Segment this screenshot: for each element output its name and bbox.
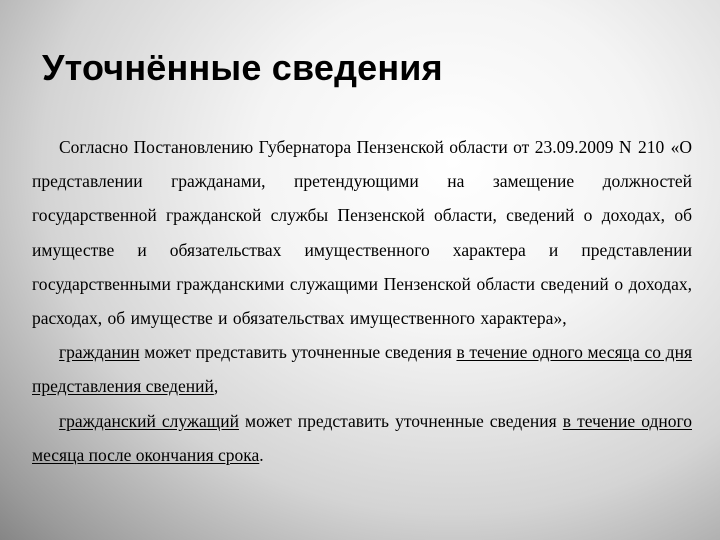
resolution-lead: Согласно Постановлению Губернатора Пензенской области от 23.09.2009 bbox=[59, 137, 614, 157]
servant-subject: гражданский служащий bbox=[59, 410, 239, 431]
citizen-subject: гражданин bbox=[59, 342, 140, 363]
paragraph-resolution bbox=[32, 130, 692, 335]
slide-title: Уточнённые сведения bbox=[42, 47, 443, 88]
citizen-end: , bbox=[213, 376, 219, 397]
servant-text: может представить уточненные сведения bbox=[238, 410, 563, 431]
paragraph-civil-servant bbox=[32, 404, 692, 472]
paragraph-citizen bbox=[32, 335, 692, 403]
citizen-deadline: в течение одного месяца со дня представления сведений bbox=[32, 342, 692, 397]
servant-deadline: в течение одного месяца после окончания срока bbox=[32, 410, 692, 465]
slide-body bbox=[32, 130, 692, 472]
citizen-text: может представить уточненные сведения bbox=[139, 342, 457, 363]
resolution-text: N 210 «О представлении гражданами, претендующими на замещение должностей государственной гражданской службы Пензенской области, сведений о доходах, об имуществе и обязательствах имущественного характера и представлении государственными гражданскими служащими Пензенской области сведений о доходах, расходах, об имуществе и обязательствах имущественного характера», bbox=[32, 137, 693, 329]
servant-end: . bbox=[259, 444, 264, 465]
